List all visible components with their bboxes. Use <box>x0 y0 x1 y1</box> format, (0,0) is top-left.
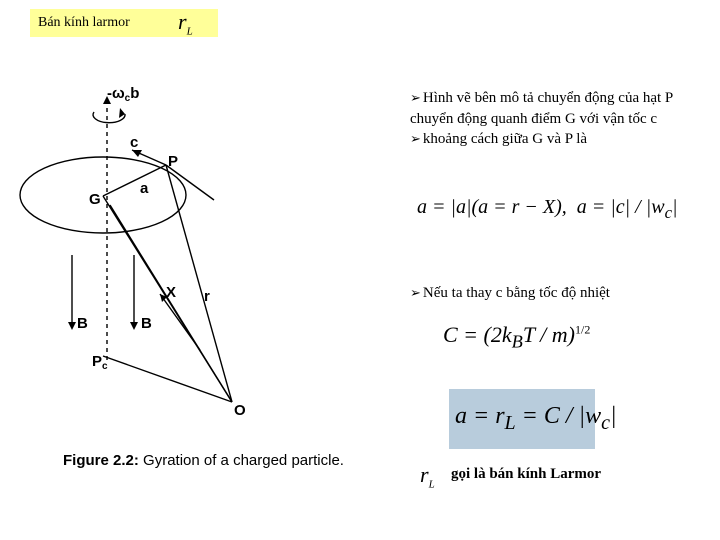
b-arrowhead-2 <box>130 322 138 330</box>
bullet-3: ➢ Nếu ta thay c bằng tốc độ nhiệt <box>410 285 610 301</box>
pc-to-o-line <box>103 356 232 402</box>
bullet-1: ➢ Hình vẽ bên mô tả chuyển động của hạt P chuyển động quanh điểm G với vận tốc c <box>410 90 673 127</box>
pc-label: $P_c$ <box>92 353 108 372</box>
tangent-line <box>166 165 214 200</box>
equation-a-definition: a = |a|(a = r − X), $a = |c| / |w_c|$ <box>417 196 678 222</box>
p-label: P <box>168 153 179 170</box>
o-label: O <box>234 402 246 419</box>
x-vector <box>160 294 200 350</box>
c-label: c <box>130 134 139 151</box>
equation-thermal-speed: $C = (2k_BT / m)^{1/2}$ <box>443 322 591 352</box>
figure-caption: Figure 2.2: Gyration of a charged particle. <box>63 452 344 469</box>
x-label: X <box>166 284 177 301</box>
bullet-list <box>410 88 710 150</box>
rl-symbol: $r_L$ <box>420 462 435 491</box>
a-vector <box>103 165 166 196</box>
bullet-arrow-icon: ➢ <box>410 91 421 106</box>
omega-label: $-\omega_cb$ <box>107 85 140 104</box>
a-label: a <box>140 180 149 197</box>
r-label: r <box>204 288 210 305</box>
g-label: G <box>89 191 101 208</box>
orbit-ellipse <box>20 157 186 233</box>
b-arrowhead-1 <box>68 322 76 330</box>
bullet-2: ➢ khoảng cách giữa G và P là <box>410 131 588 147</box>
larmor-symbol: $r_L$ <box>178 9 193 38</box>
bullet-arrow-icon: ➢ <box>410 132 421 147</box>
x-to-o-line <box>110 205 232 402</box>
larmor-equation-box <box>449 389 617 449</box>
larmor-radius-text: gọi là bán kính Larmor <box>451 466 602 482</box>
equation-larmor-radius: $a = r_L = C / |w_c|$ <box>455 403 617 434</box>
b-label-1: B <box>77 315 88 332</box>
bullet-arrow-icon: ➢ <box>410 286 421 301</box>
slide-title: Bán kính larmor <box>38 15 130 30</box>
b-label-2: B <box>141 315 152 332</box>
